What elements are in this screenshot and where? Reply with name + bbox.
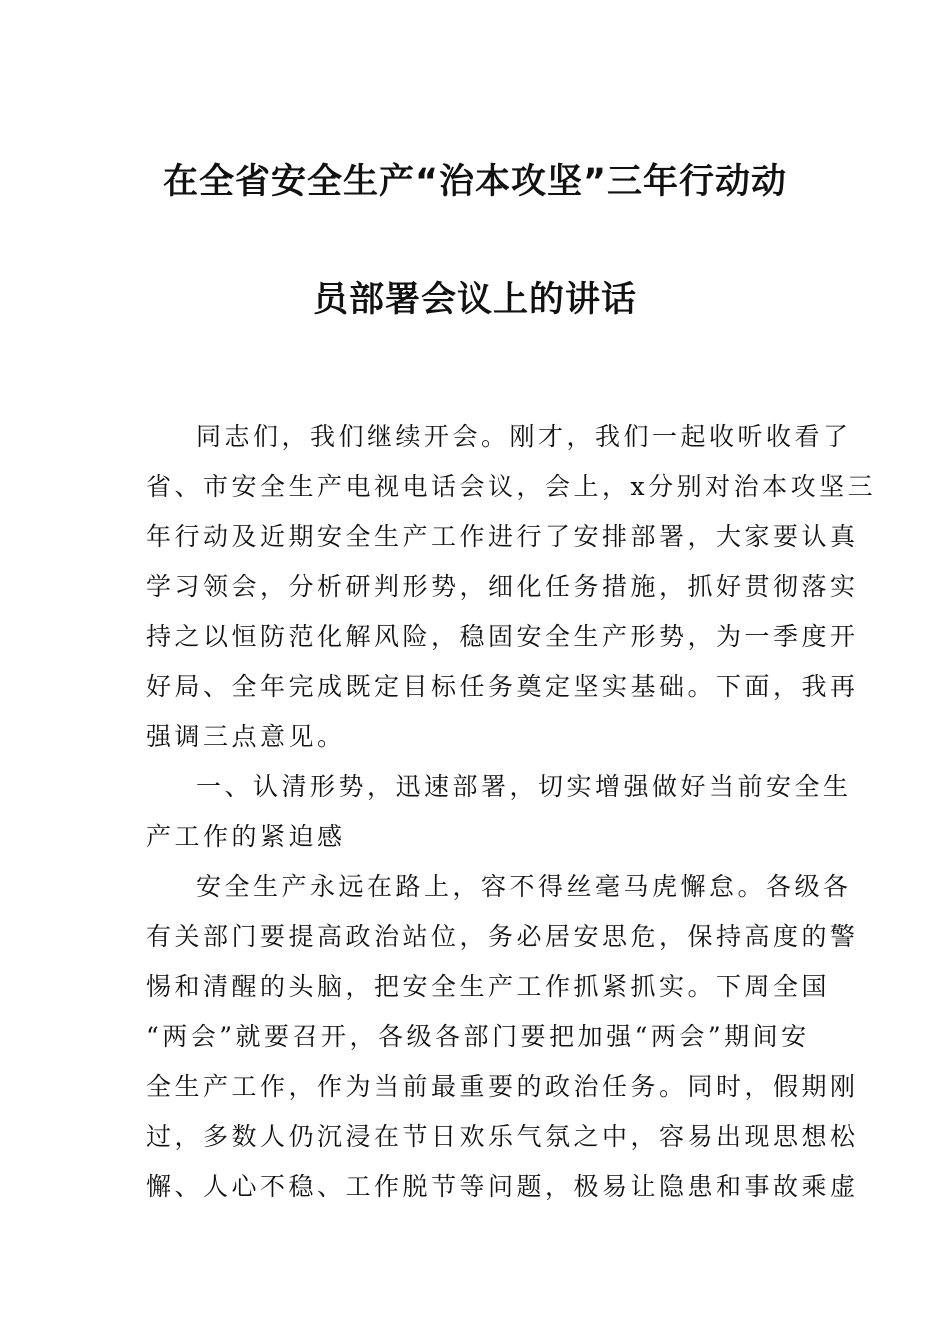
paragraph-line: 全生产工作，作为当前最重要的政治任务。同时，假期刚 [146, 1072, 859, 1101]
paragraph-line: 好局、全年完成既定目标任务奠定坚实基础。下面，我再 [146, 672, 859, 701]
paragraph-line: 学习领会，分析研判形势，细化任务措施，抓好贯彻落实 [146, 572, 859, 601]
document-title-line-1: 在全省安全生产“治本攻坚”三年行动动 [162, 162, 787, 202]
document-title-line-2: 员部署会议上的讲话 [312, 280, 637, 320]
paragraph-line: 懈、人心不稳、工作脱节等问题，极易让隐患和事故乘虚 [146, 1172, 859, 1201]
paragraph-line: 同志们，我们继续开会。刚才，我们一起收听收看了 [196, 422, 852, 451]
paragraph-line: 持之以恒防范化解风险，稳固安全生产形势，为一季度开 [146, 622, 859, 651]
paragraph-line: 惕和清醒的头脑，把安全生产工作抓紧抓实。下周全国 [146, 972, 831, 1001]
section-heading-line: 一、认清形势，迅速部署，切实增强做好当前安全生 [196, 772, 852, 801]
paragraph-line: 省、市安全生产电视电话会议，会上，x分别对治本攻坚三 [146, 472, 877, 501]
paragraph-line: 强调三点意见。 [146, 722, 346, 751]
section-heading-line: 产工作的紧迫感 [146, 822, 346, 851]
paragraph-line: 有关部门要提高政治站位，务必居安思危，保持高度的警 [146, 922, 859, 951]
paragraph-line: 过，多数人仍沉浸在节日欢乐气氛之中，容易出现思想松 [146, 1122, 859, 1151]
paragraph-line: 安全生产永远在路上，容不得丝毫马虎懈怠。各级各 [196, 872, 852, 901]
paragraph-line: 年行动及近期安全生产工作进行了安排部署，大家要认真 [146, 522, 859, 551]
paragraph-line: “两会”就要召开，各级各部门要把加强“两会”期间安 [146, 1022, 810, 1051]
document-body [146, 412, 877, 1212]
